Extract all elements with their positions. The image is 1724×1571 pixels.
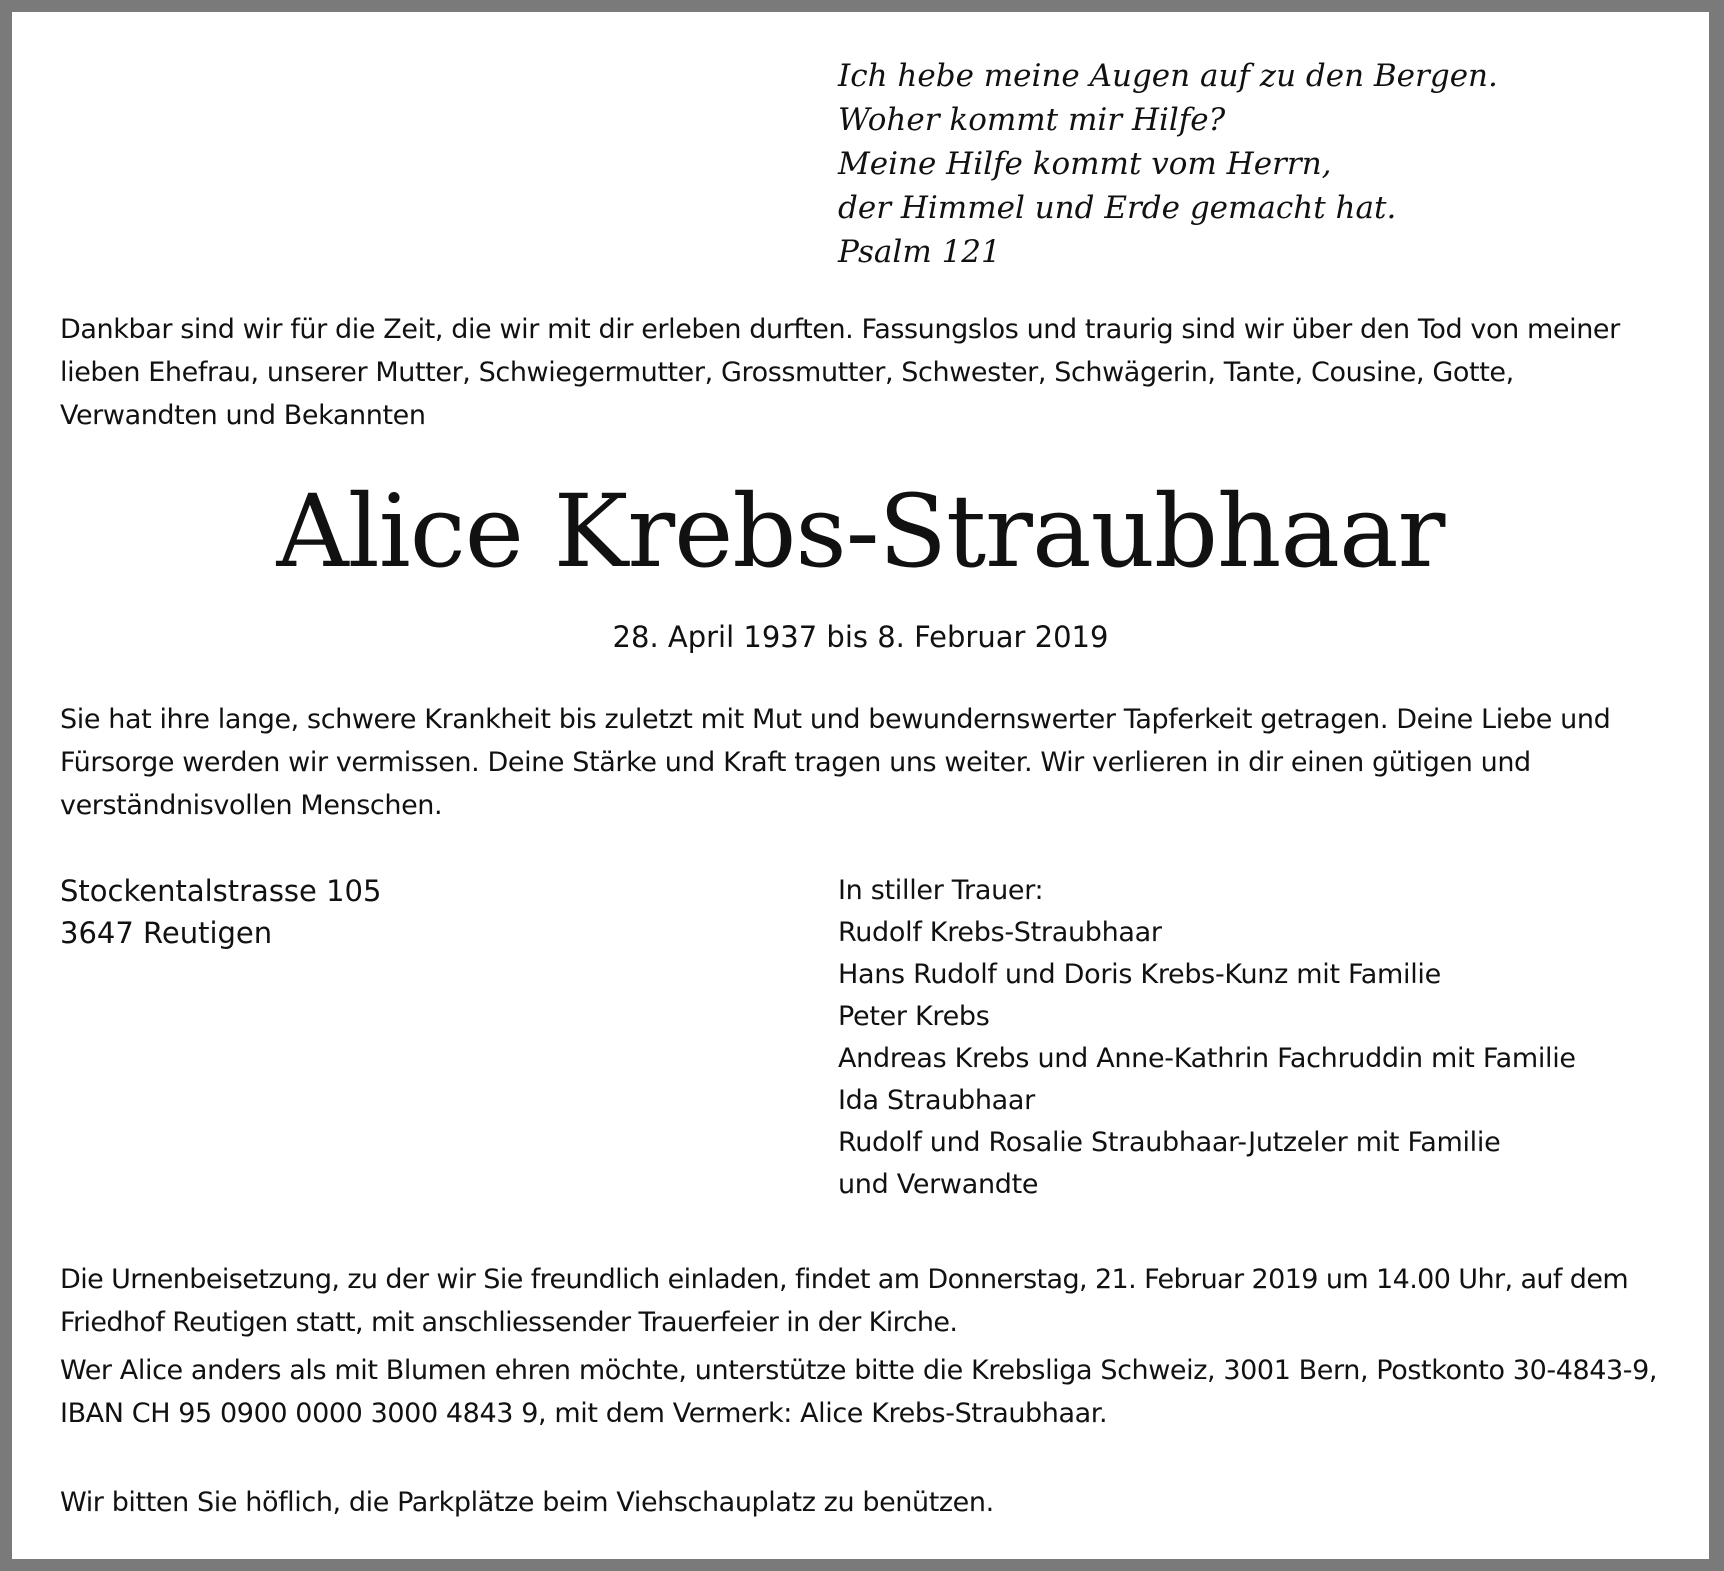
mourners-list	[838, 870, 1576, 1206]
family-address	[60, 870, 381, 954]
intro-paragraph: Dankbar sind wir für die Zeit, die wir mit dir erleben durften. Fassungslos und traurig sind wir über den Tod von meiner lieben Ehefrau, unserer Mutter, Schwiegermutter, Grossmutter, Schwester, Schwägerin, Tante, Cousine, Gotte, Verwandten und Bekannten	[60, 314, 1620, 431]
mourner-entry: Rudolf Krebs-Straubhaar	[838, 917, 1162, 948]
psalm-line: Ich hebe meine Augen auf zu den Bergen.	[838, 58, 1498, 94]
mourner-entry: Hans Rudolf und Doris Krebs-Kunz mit Familie	[838, 959, 1441, 990]
address-city: 3647 Reutigen	[60, 916, 273, 950]
deceased-name: Alice Krebs-Straubhaar	[276, 473, 1445, 590]
mourner-entry: Peter Krebs	[838, 1001, 990, 1032]
psalm-line: Meine Hilfe kommt vom Herrn,	[838, 146, 1332, 182]
psalm-line: Woher kommt mir Hilfe?	[838, 102, 1226, 138]
psalm-line: der Himmel und Erde gemacht hat.	[838, 190, 1397, 226]
mourner-entry: Rudolf und Rosalie Straubhaar-Jutzeler mit Familie	[838, 1127, 1501, 1158]
mourner-entry: und Verwandte	[838, 1169, 1039, 1200]
burial-details: Die Urnenbeisetzung, zu der wir Sie freundlich einladen, findet am Donnerstag, 21. Februar 2019 um 14.00 Uhr, auf dem Friedhof Reutigen statt, mit anschliessender Trauerfeier in der Kirche.	[60, 1264, 1629, 1338]
psalm-quote	[838, 54, 1498, 274]
psalm-reference: Psalm 121	[838, 234, 1001, 270]
mourner-entry: Andreas Krebs und Anne-Kathrin Fachruddin mit Familie	[838, 1043, 1576, 1074]
tribute-paragraph: Sie hat ihre lange, schwere Krankheit bis zuletzt mit Mut und bewundernswerter Tapferkeit getragen. Deine Liebe und Fürsorge werden wir vermissen. Deine Stärke und Kraft tragen uns weiter. Wir verlieren in dir einen gütigen und verständnisvollen Menschen.	[60, 704, 1611, 821]
obituary-notice	[12, 12, 1709, 1559]
mourners-heading: In stiller Trauer:	[838, 875, 1044, 906]
life-dates: 28. April 1937 bis 8. Februar 2019	[612, 620, 1109, 654]
parking-note: Wir bitten Sie höflich, die Parkplätze beim Viehschauplatz zu benützen.	[60, 1487, 994, 1518]
address-street: Stockentalstrasse 105	[60, 874, 382, 908]
mourner-entry: Ida Straubhaar	[838, 1085, 1035, 1116]
donation-request: Wer Alice anders als mit Blumen ehren möchte, unterstütze bitte die Krebsliga Schweiz, 3001 Bern, Postkonto 30-4843-9, IBAN CH 95 0900 0000 3000 4843 9, mit dem Vermerk: Alice Krebs-Straubhaar.	[60, 1355, 1658, 1429]
